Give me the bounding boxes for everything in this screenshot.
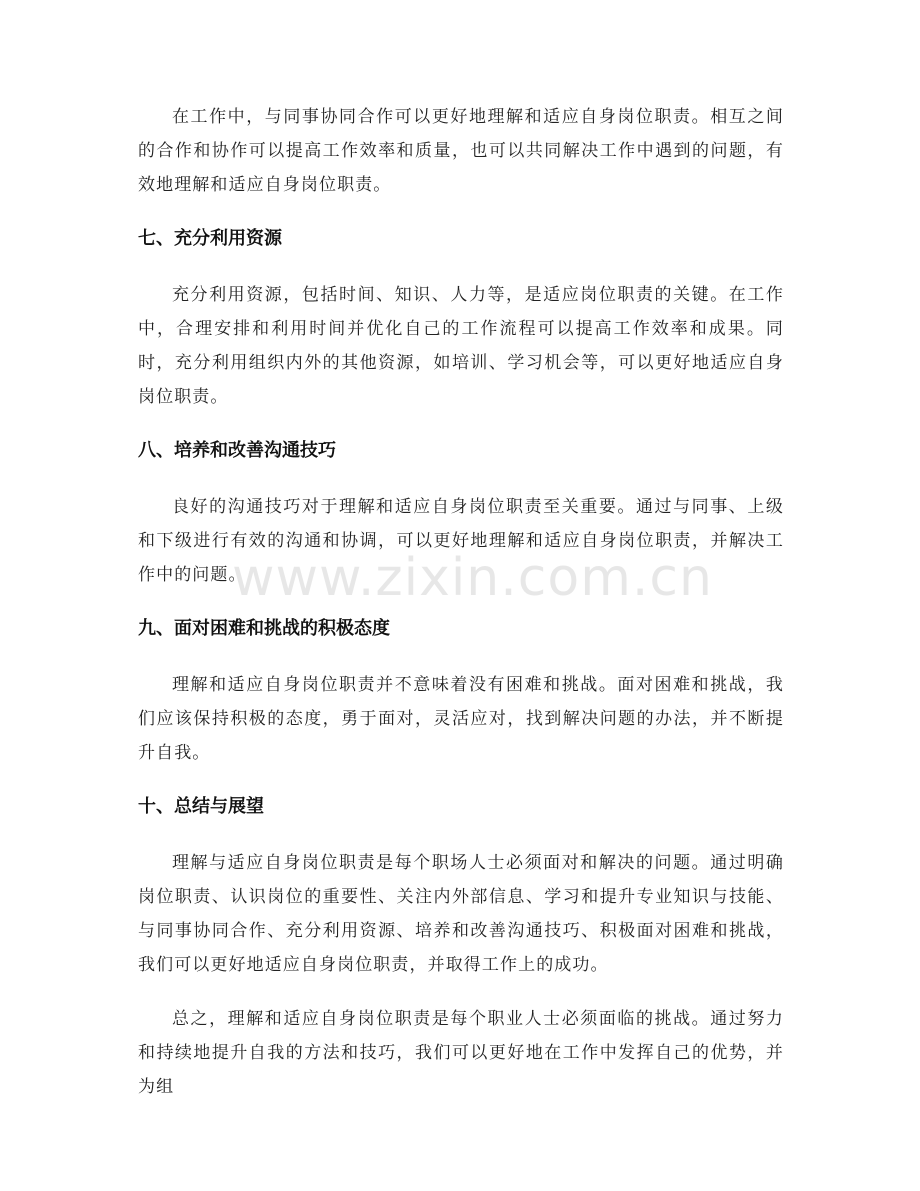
section-10-paragraph-2: 总之，理解和适应自身岗位职责是每个职业人士必须面临的挑战。通过努力和持续地提升自我的方法和技巧，我们可以更好地在工作中发挥自己的优势，并为组 bbox=[138, 1009, 784, 1097]
section-9-paragraph: 理解和适应自身岗位职责并不意味着没有困难和挑战。面对困难和挑战，我们应该保持积极的态度，勇于面对，灵活应对，找到解决问题的办法，并不断提升自我。 bbox=[138, 675, 784, 763]
section-9-heading: 九、面对困难和挑战的积极态度 bbox=[138, 618, 390, 639]
document-body bbox=[138, 100, 784, 1104]
intro-paragraph: 在工作中，与同事协同合作可以更好地理解和适应自身岗位职责。相互之间的合作和协作可以提高工作效率和质量，也可以共同解决工作中遇到的问题，有效地理解和适应自身岗位职责。 bbox=[138, 107, 784, 195]
section-7-paragraph: 充分利用资源，包括时间、知识、人力等，是适应岗位职责的关键。在工作中，合理安排和利用时间并优化自己的工作流程可以提高工作效率和成果。同时，充分利用组织内外的其他资源，如培训、学习机会等，可以更好地适应自身岗位职责。 bbox=[138, 285, 784, 407]
section-7-heading: 七、充分利用资源 bbox=[138, 228, 282, 249]
watermark: www.zixin.com.cn bbox=[232, 548, 713, 608]
section-8-heading: 八、培养和改善沟通技巧 bbox=[138, 440, 336, 461]
section-10-heading: 十、总结与展望 bbox=[138, 796, 264, 817]
section-8-paragraph: 良好的沟通技巧对于理解和适应自身岗位职责至关重要。通过与同事、上级和下级进行有效的沟通和协调，可以更好地理解和适应自身岗位职责，并解决工作中的问题。 bbox=[138, 497, 784, 585]
section-10-paragraph-1: 理解与适应自身岗位职责是每个职场人士必须面对和解决的问题。通过明确岗位职责、认识岗位的重要性、关注内外部信息、学习和提升专业知识与技能、与同事协同合作、充分利用资源、培养和改善沟通技巧、积极面对困难和挑战，我们可以更好地适应自身岗位职责，并取得工作上的成功。 bbox=[138, 853, 784, 975]
